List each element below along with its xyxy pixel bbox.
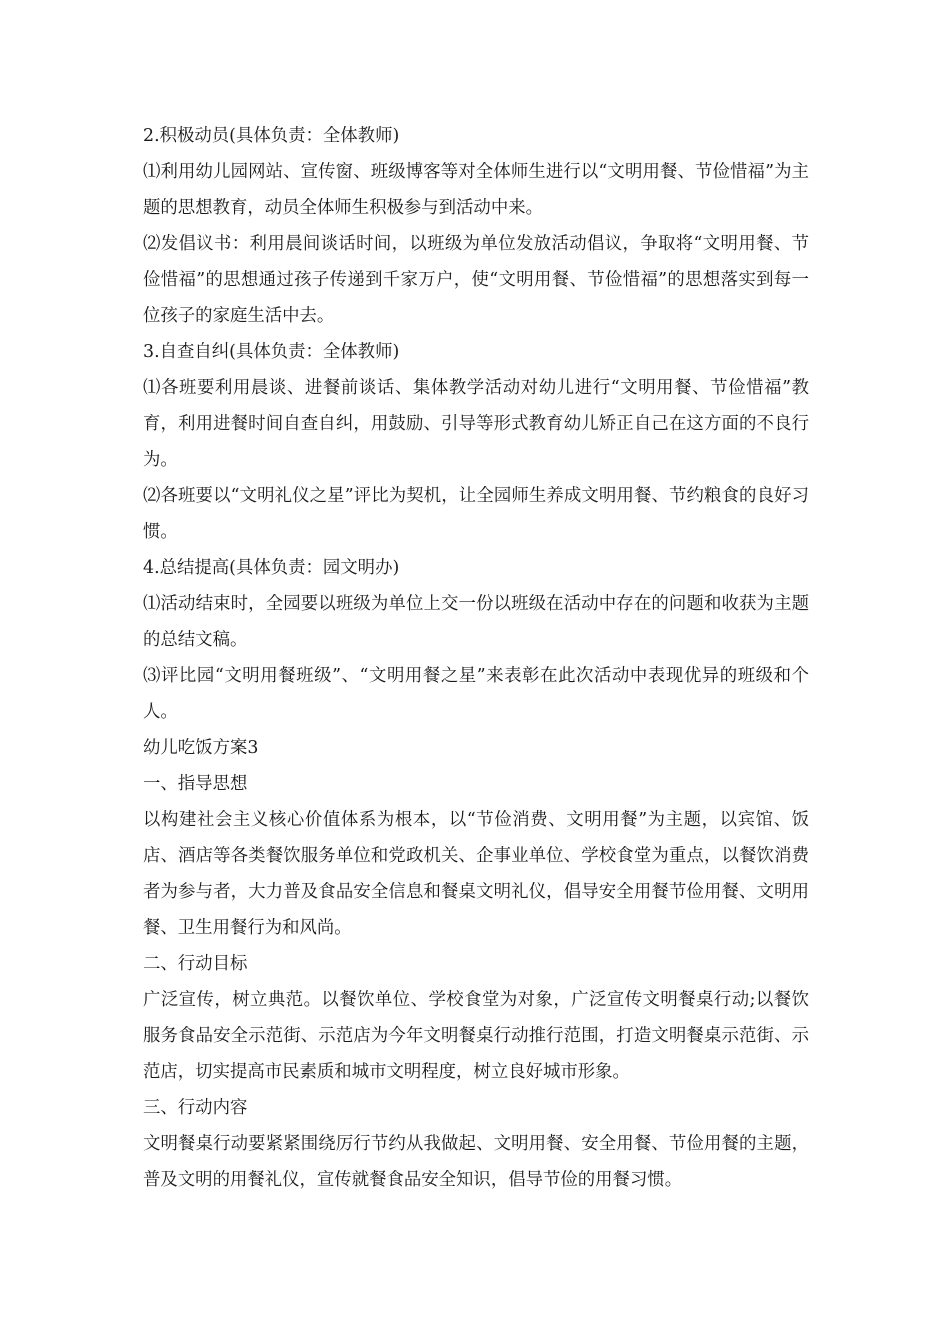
section-title-plan-3: 幼儿吃饭方案3 — [143, 738, 259, 758]
paragraph-mobilize-1: ⑴利用幼儿园网站、宣传窗、班级博客等对全体师生进行以“文明用餐、节俭惜福”为主题的思想教育，动员全体师生积极参与到活动中来。 — [143, 162, 809, 218]
paragraph-summary-1: ⑴活动结束时，全园要以班级为单位上交一份以班级在活动中存在的问题和收获为主题的总结文稿。 — [143, 594, 809, 650]
heading-summary: 4.总结提高(具体负责：园文明办) — [143, 558, 400, 578]
paragraph-summary-3: ⑶评比园“文明用餐班级”、“文明用餐之星”来表彰在此次活动中表现优异的班级和个人。 — [143, 666, 809, 722]
paragraph-self-check-1: ⑴各班要利用晨谈、进餐前谈话、集体教学活动对幼儿进行“文明用餐、节俭惜福”教育，利用进餐时间自查自纠，用鼓励、引导等形式教育幼儿矫正自己在这方面的不良行为。 — [143, 378, 809, 470]
paragraph-mobilize-2: ⑵发倡议书：利用晨间谈话时间，以班级为单位发放活动倡议，争取将“文明用餐、节俭惜福”的思想通过孩子传递到千家万户，使“文明用餐、节俭惜福”的思想落实到每一位孩子的家庭生活中去。 — [143, 234, 809, 326]
paragraph-self-check-2: ⑵各班要以“文明礼仪之星”评比为契机，让全园师生养成文明用餐、节约粮食的良好习惯。 — [143, 486, 809, 542]
heading-action-content: 三、行动内容 — [143, 1098, 248, 1118]
heading-mobilize: 2.积极动员(具体负责：全体教师) — [143, 126, 400, 146]
heading-guiding-ideology: 一、指导思想 — [143, 774, 248, 794]
heading-self-check: 3.自查自纠(具体负责：全体教师) — [143, 342, 400, 362]
paragraph-action-content: 文明餐桌行动要紧紧围绕厉行节约从我做起、文明用餐、安全用餐、节俭用餐的主题，普及文明的用餐礼仪，宣传就餐食品安全知识，倡导节俭的用餐习惯。 — [143, 1134, 809, 1190]
heading-action-goals: 二、行动目标 — [143, 954, 248, 974]
paragraph-guiding-ideology: 以构建社会主义核心价值体系为根本，以“节俭消费、文明用餐”为主题，以宾馆、饭店、酒店等各类餐饮服务单位和党政机关、企事业单位、学校食堂为重点，以餐饮消费者为参与者，大力普及食品安全信息和餐桌文明礼仪，倡导安全用餐节俭用餐、文明用餐、卫生用餐行为和风尚。 — [143, 810, 809, 938]
document-page — [143, 118, 809, 1198]
paragraph-action-goals: 广泛宣传，树立典范。以餐饮单位、学校食堂为对象，广泛宣传文明餐桌行动;以餐饮服务食品安全示范街、示范店为今年文明餐桌行动推行范围，打造文明餐桌示范街、示范店，切实提高市民素质和城市文明程度，树立良好城市形象。 — [143, 990, 809, 1082]
